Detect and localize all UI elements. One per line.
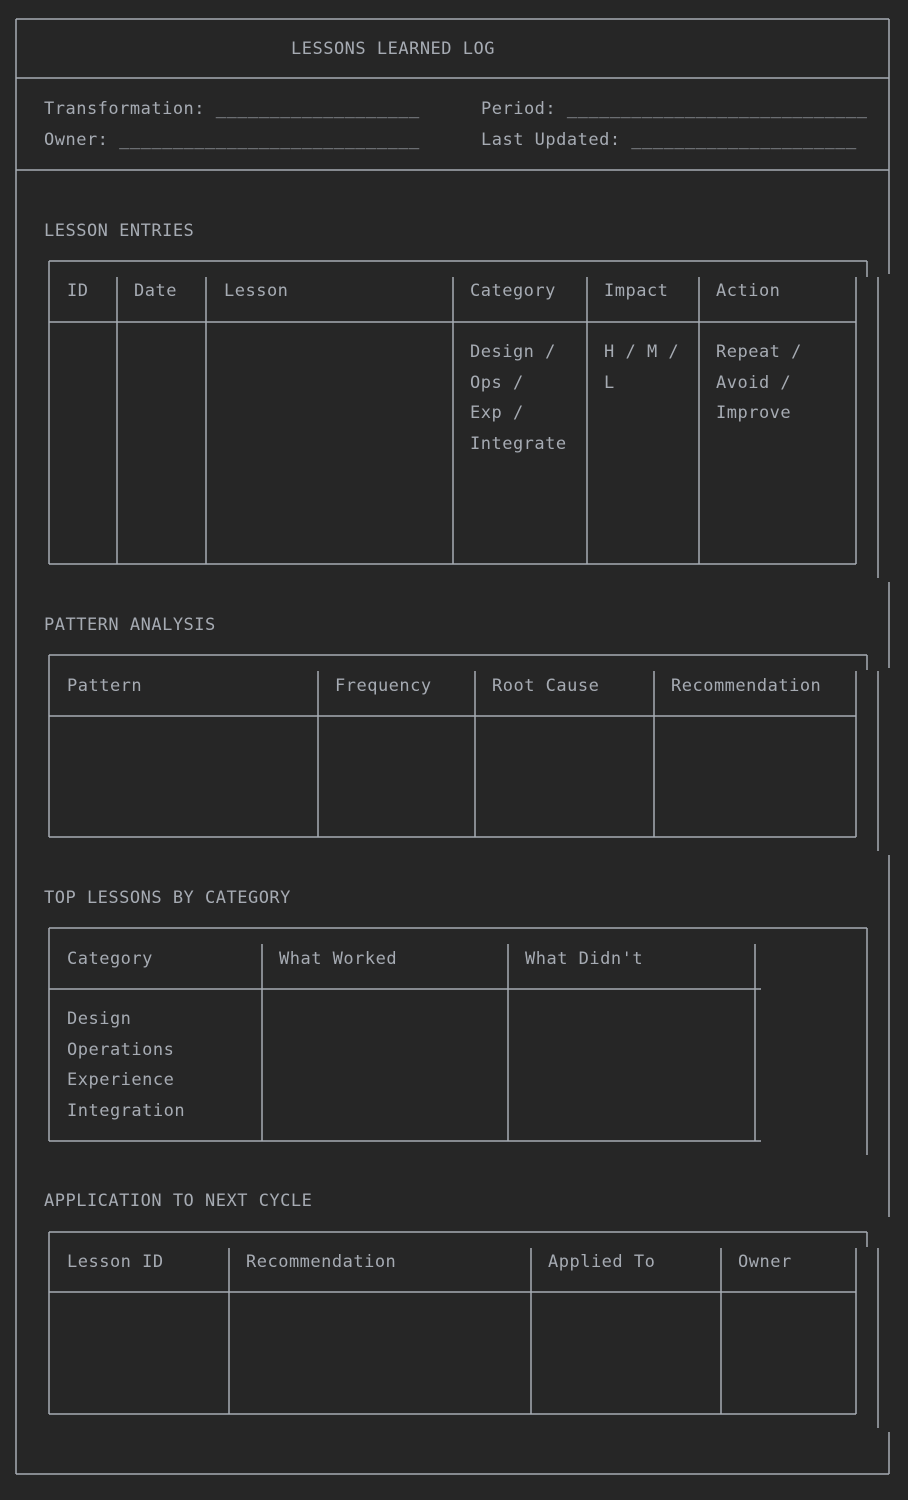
column-header-category: Category	[67, 949, 153, 969]
column-header-lesson-id: Lesson ID	[67, 1252, 164, 1272]
column-header-frequency: Frequency	[335, 676, 432, 696]
column-header-recommendation: Recommendation	[246, 1252, 397, 1272]
column-header-id: ID	[67, 281, 89, 301]
page-title: LESSONS LEARNED LOG	[291, 39, 495, 59]
impact-options: H / M / L	[604, 342, 680, 393]
top-lessons-heading: TOP LESSONS BY CATEGORY	[44, 888, 291, 908]
column-header-what-worked: What Worked	[279, 949, 398, 969]
action-options: Repeat / Avoid / Improve	[716, 342, 802, 423]
column-header-owner: Owner	[738, 1252, 792, 1272]
transformation-field[interactable]: Transformation: ___________________	[44, 99, 420, 119]
category-list: Design Operations Experience Integration	[67, 1009, 186, 1121]
application-heading: APPLICATION TO NEXT CYCLE	[44, 1191, 313, 1211]
owner-field[interactable]: Owner: ____________________________	[44, 130, 420, 150]
column-header-root-cause: Root Cause	[492, 676, 600, 696]
column-header-recommendation: Recommendation	[671, 676, 822, 696]
period-field[interactable]: Period: ____________________________	[481, 99, 868, 119]
lesson-entries-heading: LESSON ENTRIES	[44, 221, 195, 241]
column-header-category: Category	[470, 281, 556, 301]
column-header-what-didnt: What Didn't	[525, 949, 644, 969]
column-header-impact: Impact	[604, 281, 669, 301]
pattern-analysis-heading: PATTERN ANALYSIS	[44, 615, 216, 635]
column-header-lesson: Lesson	[224, 281, 289, 301]
column-header-applied-to: Applied To	[548, 1252, 656, 1272]
column-header-date: Date	[134, 281, 177, 301]
column-header-action: Action	[716, 281, 781, 301]
category-options: Design / Ops / Exp / Integrate	[470, 342, 567, 454]
column-header-pattern: Pattern	[67, 676, 143, 696]
last-updated-field[interactable]: Last Updated: _____________________	[481, 130, 857, 150]
